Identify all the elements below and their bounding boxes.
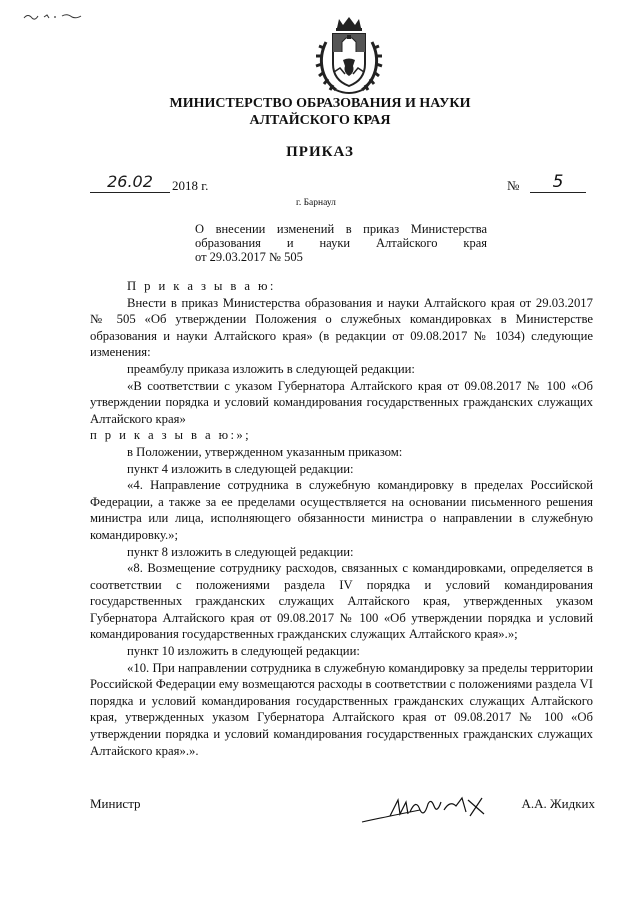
ministry-name-line1: МИНИСТЕРСТВО ОБРАЗОВАНИЯ И НАУКИ (169, 96, 471, 111)
subject-line3: от 29.03.2017 № 505 (195, 250, 303, 264)
signer-title: Министр (90, 796, 141, 811)
number-label: № (507, 178, 520, 193)
date-number-row (90, 172, 590, 196)
paragraph-intro: Внести в приказ Министерства образования и науки Алтайского края от 29.03.2017 № 505 «Об утверждении Положения о служебных командировках в Министерстве образования и науки Алтайского края» (в редакции от 09.08.2017 № 1034) следующие изменения: (90, 295, 593, 360)
paragraph-item10-text: «10. При направлении сотрудника в служебную командировку за пределы территории Российской Федерации ему возмещаются расходы в соответствии с положениями раздела VI порядка и условий командирования государственных гражданских служащих Алтайского края, утвержденных указом Губернатора Алтайского края от 09.08.2017 № 100 «Об утверждении порядка и условий командирования государственных гражданских служащих Алтайского края».». (90, 660, 593, 758)
paragraph-regulation: в Положении, утвержденном указанным приказом: (127, 444, 403, 459)
subject-line2: образования и науки Алтайского края (195, 236, 487, 250)
document-title: ПРИКАЗ (286, 144, 354, 160)
order-body (90, 278, 593, 759)
order-directive: П р и к а з ы в а ю: (127, 279, 276, 293)
date-year: 2018 г. (172, 178, 209, 193)
paragraph-preamble-directive: п р и к а з ы в а ю:»; (90, 428, 252, 443)
handwritten-number: 5 (530, 172, 586, 193)
ministry-name (0, 95, 640, 129)
ministry-name-line2: АЛТАЙСКОГО КРАЯ (249, 113, 391, 128)
paragraph-item8-text: «8. Возмещение сотруднику расходов, связанных с командировками, определяется в соответствии с положениями раздела IV порядка и условий командирования государственных гражданских служащих Алтайского края, утвержденных указом Губернатора Алтайского края от 09.08.2017 № 100 «Об утверждении порядка и условий командирования государственных гражданских служащих Алтайского края».»; (90, 561, 593, 642)
signature-block (90, 792, 595, 832)
signer-name: А.А. Жидких (521, 796, 595, 811)
subject-line1: О внесении изменений в приказ Министерства (195, 222, 487, 236)
paragraph-item8-heading: пункт 8 изложить в следующей редакции: (127, 544, 354, 559)
paragraph-item4-heading: пункт 4 изложить в следующей редакции: (127, 461, 354, 476)
paragraph-item4-text: «4. Направление сотрудника в служебную командировку в пределах Российской Федерации, а также за ее пределами осуществляется на основании письменного решения министра или лица, исполняющего обязанности министра о направлении в служебную командировку.»; (90, 478, 593, 542)
paragraph-preamble-text: «В соответствии с указом Губернатора Алтайского края от 09.08.2017 № 100 «Об утверждении порядка и условий командирования государственных гражданских служащих Алтайского края» (90, 378, 593, 426)
city: г. Барнаул (296, 198, 336, 208)
order-subject (195, 222, 487, 264)
paragraph-preamble-heading: преамбулу приказа изложить в следующей редакции: (127, 361, 415, 376)
paragraph-item10-heading: пункт 10 изложить в следующей редакции: (127, 644, 360, 659)
scan-artifact-marks (22, 10, 92, 24)
handwritten-date: 26.02 (90, 172, 170, 193)
altai-krai-coat-of-arms-icon (312, 14, 386, 98)
handwritten-signature-icon (360, 792, 500, 826)
